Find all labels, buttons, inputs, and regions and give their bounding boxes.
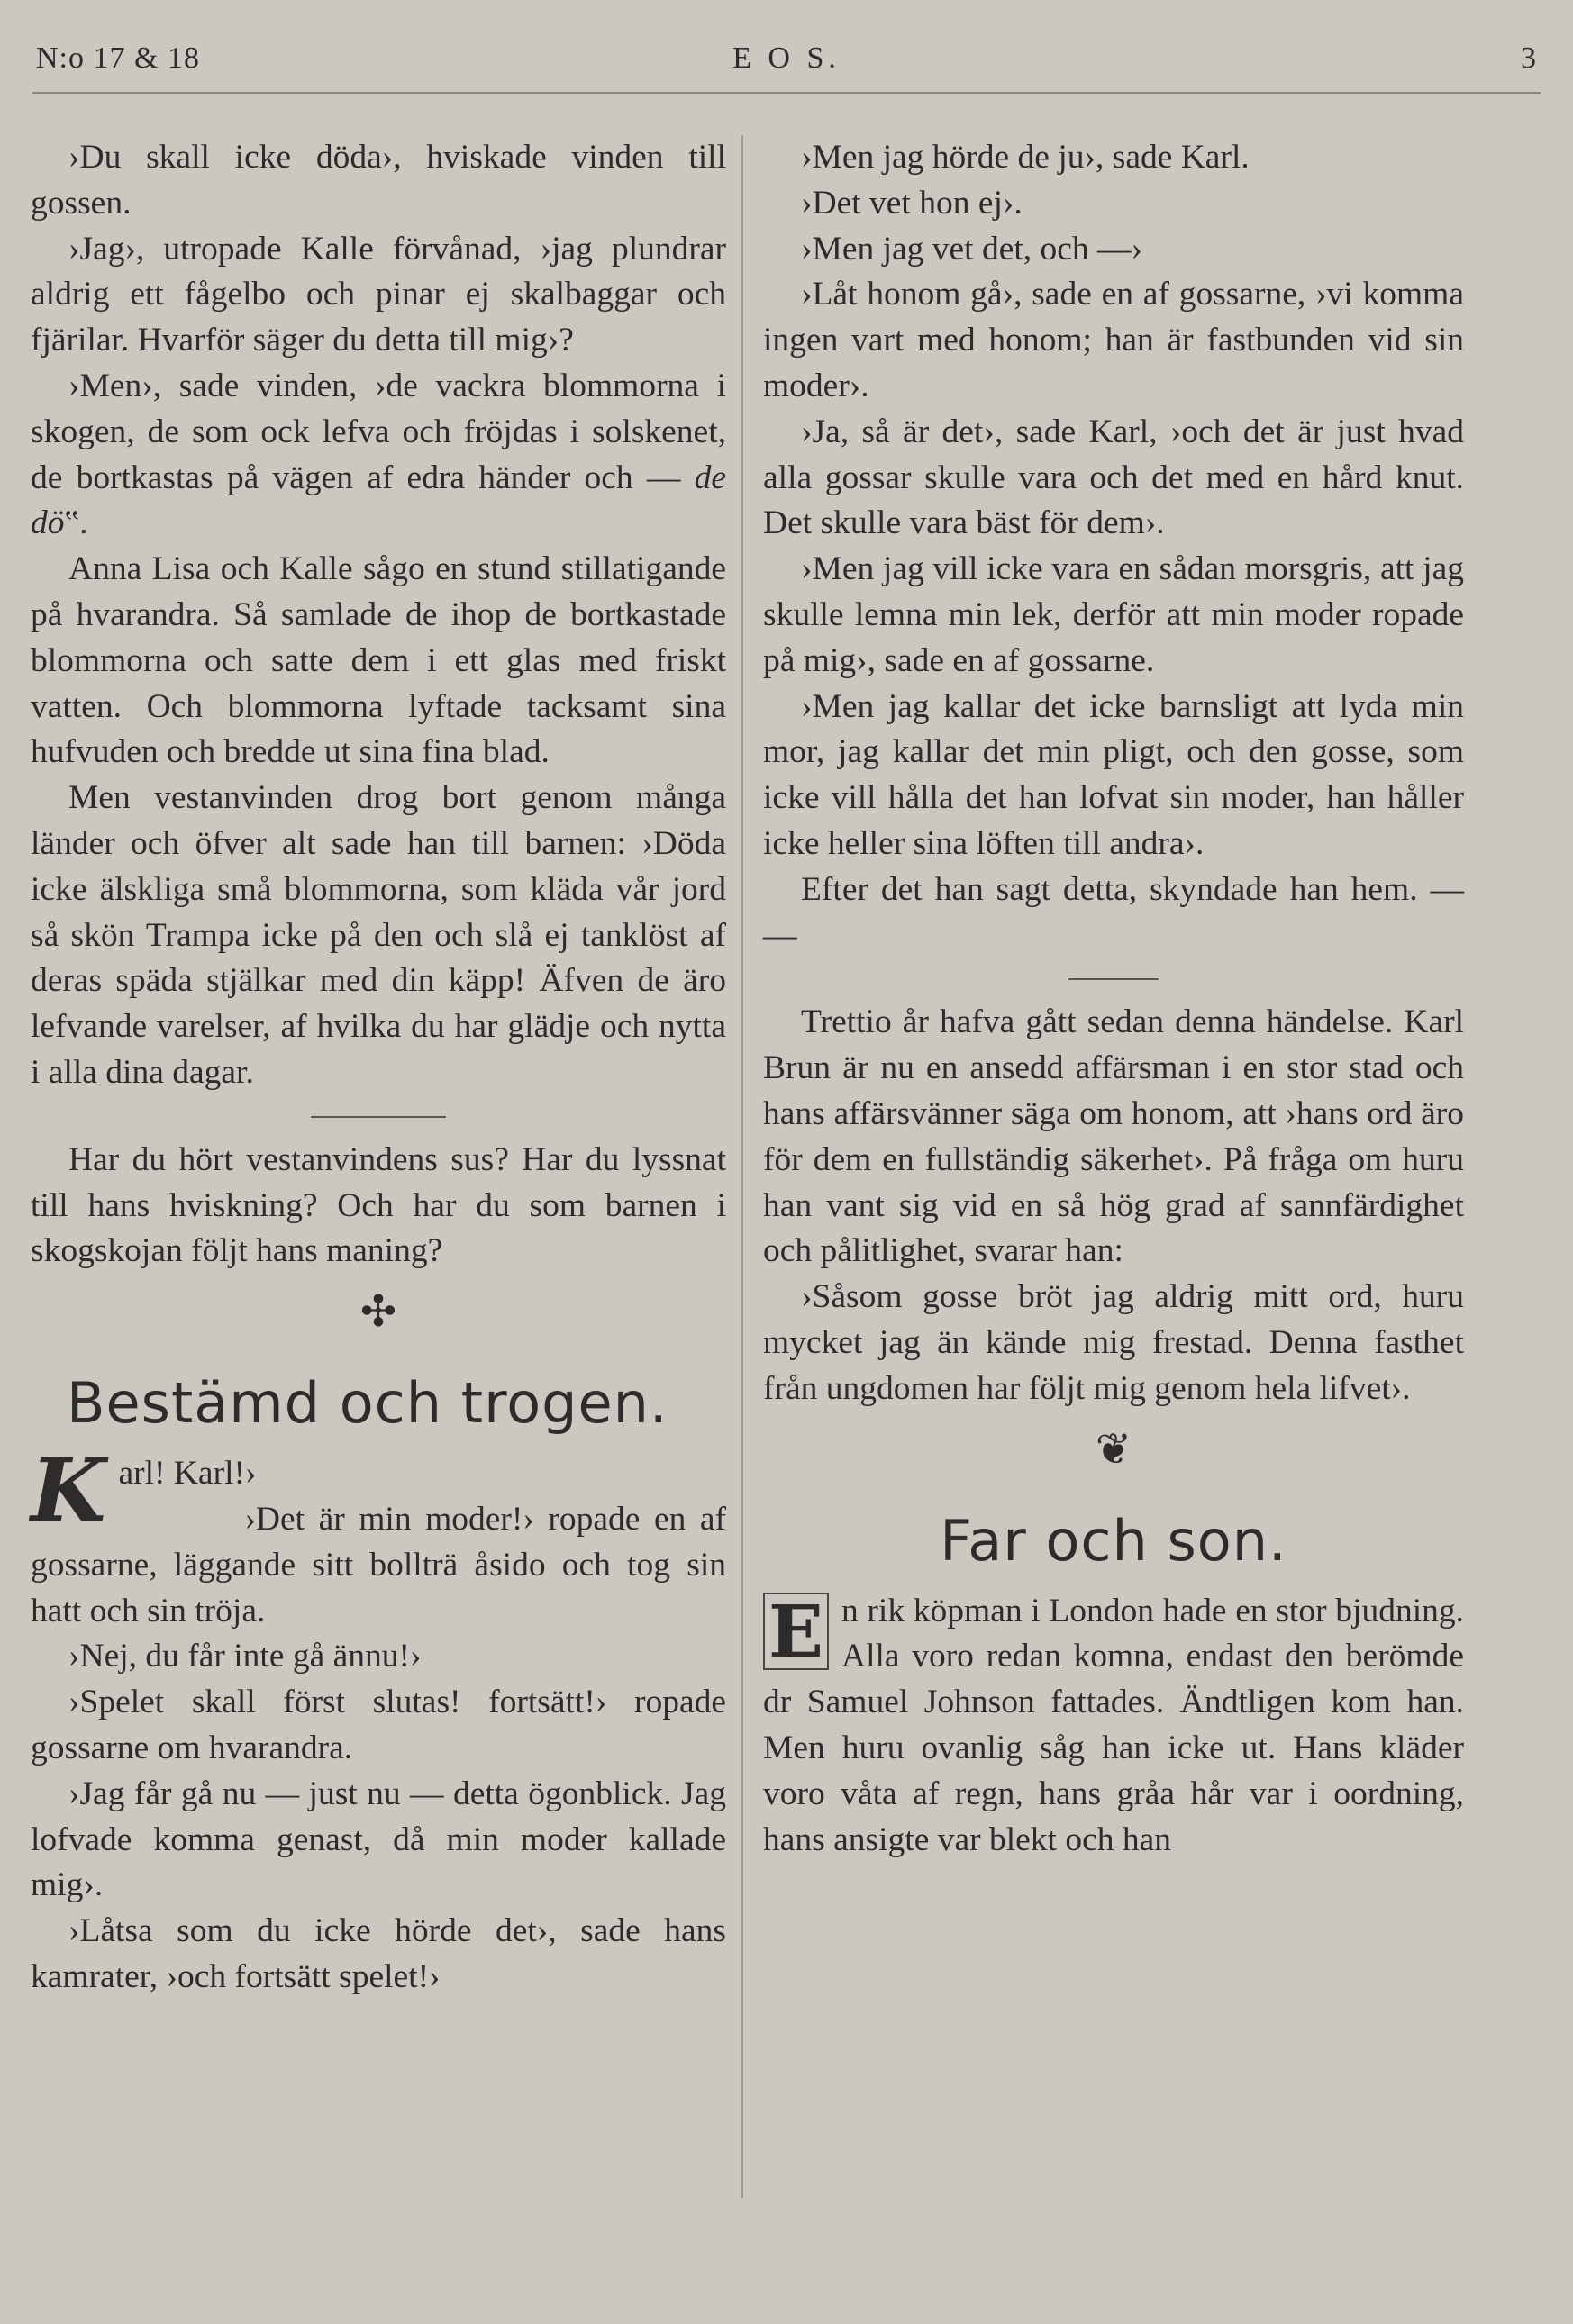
- paragraph: ›Du skall icke döda›, hviskade vinden till gossen.: [31, 139, 726, 222]
- page-header: [36, 41, 1537, 85]
- paragraph-text: n rik köpman i London hade en stor bjudning. Alla voro redan komna, endast den berömde dr Samuel Johnson fattades. Ändtligen kom han. Men huru ovanlig såg han icke ut. Hans kläder voro våta af regn, hans gråa hår var i oordning, hans ansigte var blekt och han: [763, 1592, 1464, 1858]
- paragraph: ›Låt honom gå›, sade en af gossarne, ›vi komma ingen vart med honom; han är fastbunden vid sin moder›.: [763, 276, 1464, 404]
- ornament-icon: ❦: [1095, 1425, 1132, 1474]
- page-number: 3: [1521, 41, 1537, 75]
- paragraph: ›Ja, så är det›, sade Karl, ›och det är just hvad alla gossar skulle vara och det med en hård knut. Det skulle vara bäst för dem›.: [763, 413, 1464, 542]
- drop-cap: E: [763, 1593, 829, 1670]
- issue-number: N:o 17 & 18: [36, 41, 200, 75]
- header-rule: [32, 92, 1541, 94]
- paragraph-text: ›Men›, sade vinden, ›de vackra blommorna i skogen, de som ock lefva och fröjdas i solskenet, de bortkastas på vägen af edra händer och —: [31, 367, 726, 496]
- article-title: Far och son.: [940, 1507, 1287, 1574]
- paragraph-text: ‟.: [64, 504, 88, 542]
- article-title: Bestämd och trogen.: [67, 1370, 668, 1437]
- paragraph: ›Såsom gosse bröt jag aldrig mitt ord, huru mycket jag än kände mig frestad. Denna fasthet från ungdomen har följt mig genom hela lifvet›.: [763, 1278, 1464, 1407]
- column-divider: [741, 135, 743, 2198]
- paragraph: ›Det är min moder!› ropade en af gossarne, läggande sitt bollträ åsido och tog sin hatt och sin tröja.: [31, 1500, 726, 1630]
- paragraph: [31, 1439, 726, 1542]
- emphasis-text: de dö: [31, 458, 726, 542]
- paragraph: ›Men jag vill icke vara en sådan morsgris, att jag skulle lemna min lek, derför att min moder ropade på mig›, sade en af gossarne.: [763, 550, 1464, 679]
- ornament-icon: ✣: [359, 1288, 397, 1337]
- section-separator: [1068, 978, 1159, 980]
- paragraph: ›Men jag kallar det icke barnsligt att lyda min mor, jag kallar det min pligt, och den gosse, som icke vill hålla det han lofvat sin moder, han håller icke heller sina löften till andra›.: [763, 687, 1464, 862]
- paragraph: Efter det han sagt detta, skyndade han hem. — —: [763, 870, 1464, 954]
- paragraph: Anna Lisa och Kalle sågo en stund stillatigande på hvarandra. Så samlade de ihop de bortkastade blommorna och satte dem i ett glas med friskt vatten. Och blommorna lyftade tacksamt sina hufvuden och bredde ut sina fina blad.: [31, 550, 726, 771]
- drop-cap: K: [31, 1439, 106, 1542]
- paragraph: ›Nej, du får inte gå ännu!›: [68, 1638, 422, 1675]
- paragraph: ›Låtsa som du icke hörde det›, sade hans kamrater, ›och fortsätt spelet!›: [31, 1912, 726, 1995]
- paragraph: ›Det vet hon ej›.: [801, 184, 1023, 222]
- paragraph: ›Men jag hörde de ju›, sade Karl.: [801, 139, 1250, 176]
- journal-name: E O S.: [732, 41, 841, 75]
- left-column: [31, 135, 726, 2001]
- paragraph: ›Jag›, utropade Kalle förvånad, ›jag plundrar aldrig ett fågelbo och pinar ej skalbaggar och fjärilar. Hvarför säger du detta till mig›?: [31, 230, 726, 359]
- paragraph: ›Men jag vet det, och —›: [801, 230, 1143, 268]
- paragraph: [31, 364, 726, 547]
- section-separator: [311, 1116, 446, 1118]
- paragraph: Trettio år hafva gått sedan denna händelse. Karl Brun är nu en ansedd affärsman i en stor stad och hans affärsvänner säga om honom, att ›hans ord äro för dem en fullständig säkerhet›. På fråga om huru han vant sig vid en så hög grad af sannfärdighet och pålitlighet, svarar han:: [763, 1003, 1464, 1270]
- paragraph: ›Spelet skall först slutas! fortsätt!› ropade gossarne om hvarandra.: [31, 1684, 726, 1766]
- paragraph: [763, 1589, 1464, 1864]
- paragraph: Har du hört vestanvindens sus? Har du lyssnat till hans hviskning? Och har du som barnen i skogskojan följt hans maning?: [31, 1140, 726, 1270]
- paragraph: Men vestanvinden drog bort genom många länder och öfver alt sade han till barnen: ›Döda icke älskliga små blommorna, som kläda vår jord så skön Trampa icke på den och slå ej tanklöst af deras späda stjälkar med din käpp! Äfven de äro lefvande varelser, af hvilka du har glädje och nytta i alla dina dagar.: [31, 779, 726, 1091]
- right-column: [763, 135, 1464, 1863]
- paragraph: ›Jag får gå nu — just nu — detta ögonblick. Jag lofvade komma genast, då min moder kallade mig›.: [31, 1775, 726, 1904]
- paragraph-text: arl! Karl!›: [118, 1455, 257, 1493]
